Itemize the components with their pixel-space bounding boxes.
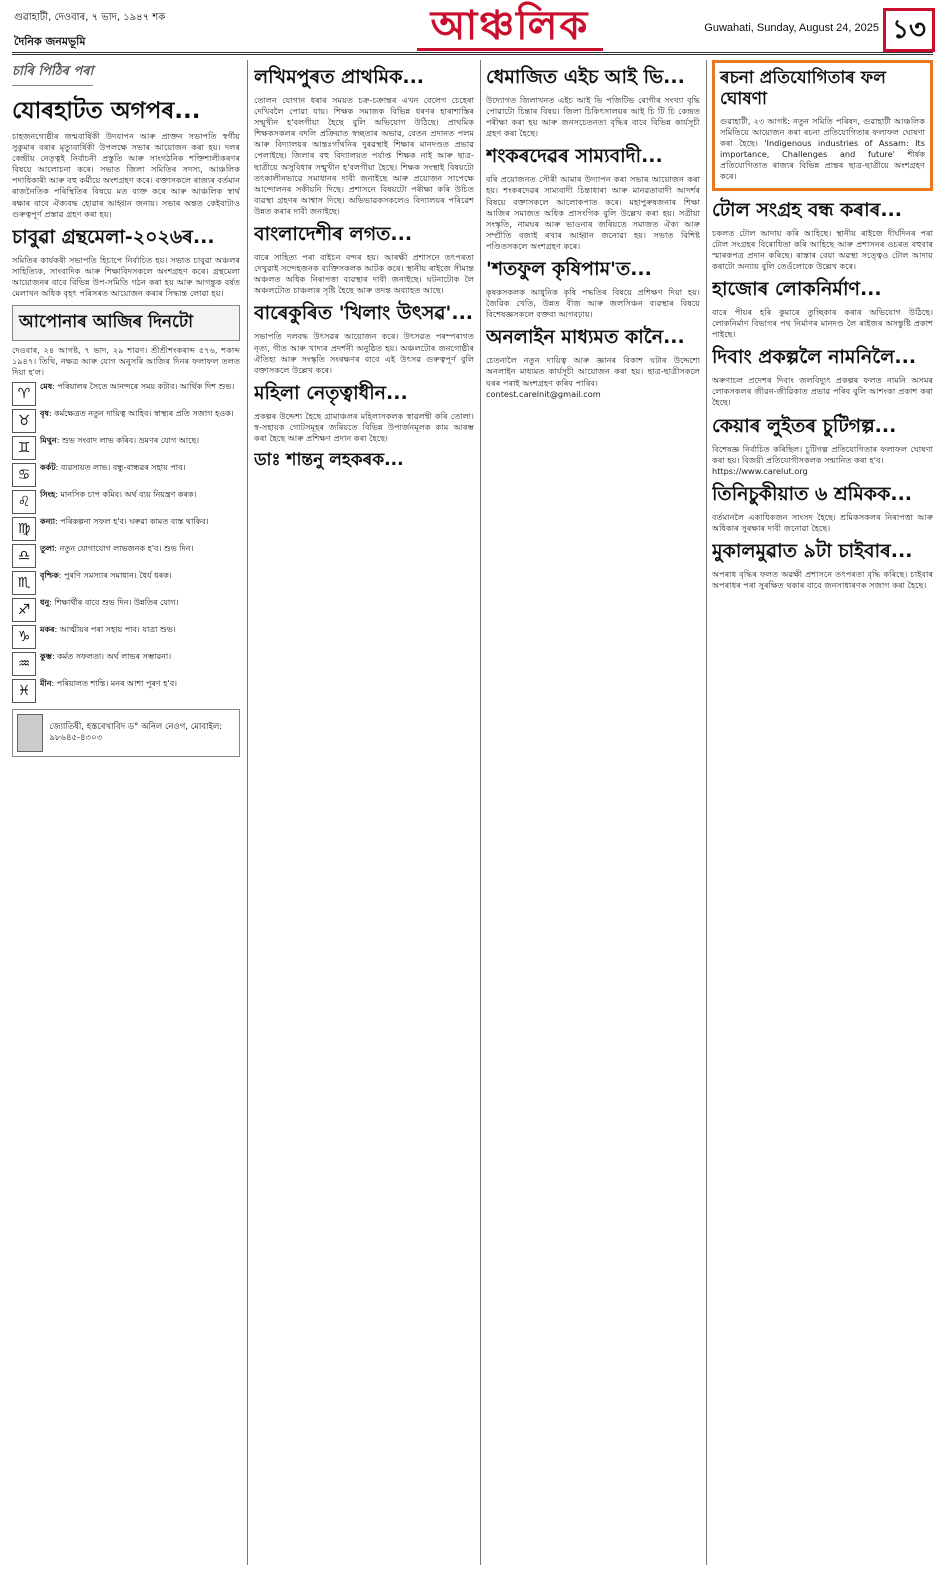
horoscope-box-title: আপোনাৰ আজিৰ দিনটো <box>12 305 240 341</box>
zodiac-icon: ♋ <box>12 463 36 487</box>
essay-result-headline: ৰচনা প্ৰতিযোগিতাৰ ফল ঘোষণা <box>720 68 886 109</box>
horoscope-text: কৰ্কট: ব্যৱসায়ত লাভ। বন্ধু-বান্ধৱৰ সহায় পাব। <box>40 463 186 473</box>
headline-bangladeshi: বাংলাদেশীৰ লগত... <box>254 223 413 246</box>
zodiac-name: কুম্ভ <box>40 652 52 662</box>
column-divider-3 <box>706 60 707 1565</box>
zodiac-reading: পুৰণি সমস্যাৰ সমাধান। ধৈৰ্য ধৰক। <box>63 571 172 581</box>
article-tinsukia: বৰ্তমানলৈ একাধিকজন সাংসদ হৈছে। শ্ৰমিকসকলৰ নিৰাপত্তা আৰু অধিকাৰ সুৰক্ষাৰ দাবী জনোৱা হৈছে। <box>712 511 933 533</box>
zodiac-icon: ♎ <box>12 544 36 568</box>
zodiac-name: মকৰ <box>40 625 55 635</box>
zodiac-reading: কৰ্মত সফলতা। অৰ্থ লাভৰ সম্ভাৱনা। <box>57 652 172 662</box>
article-keyar-luit: বিশেষজ্ঞ নিৰ্বাচিত কৰিছিল। চুটিগল্প প্ৰতিযোগিতাৰ ফলাফল ঘোষণা কৰা হয়। বিজয়ী প্ৰতিযোগীসকলক সন্মানিত কৰা হ'ব। <box>712 443 933 465</box>
newspaper-name: দৈনিক জনমভূমি <box>14 35 86 48</box>
headline-lakhimpur: লখিমপুৰত প্ৰাথমিক... <box>254 66 425 88</box>
article-online-kanai: চেতনালৈ নতুন দায়িত্ব আৰু জ্ঞানৰ বিকাশ ঘটাৰ উদ্দেশ্যে অনলাইন মাধ্যমত কাৰ্যসূচী আয়োজন কৰা হয়। ছাত্ৰ-ছাত্ৰীসকলে ঘৰৰ পৰাই অংশগ্ৰহণ কৰিব পাৰিব। <box>486 355 700 388</box>
zodiac-name: ধনু <box>40 598 50 608</box>
zodiac-name: কৰ্কট <box>40 463 56 473</box>
headline-tinsukia: তিনিচুকীয়াত ৬ শ্ৰমিকক... <box>712 482 913 505</box>
headline-online-kanai: অনলাইন মাধ্যমত কানৈ... <box>486 326 685 349</box>
header-english-date: Guwahati, Sunday, August 24, 2025 <box>704 22 879 34</box>
zodiac-icon: ♌ <box>12 490 36 514</box>
zodiac-icon: ♈ <box>12 382 36 406</box>
horoscope-text: মেষ: পৰিয়ালৰ সৈতে আনন্দৰে সময় কটাব। আৰ্থিক দিশ শুভ। <box>40 382 235 392</box>
headline-chabua: চাবুৱা গ্ৰন্থমেলা-২০২৬ৰ... <box>12 225 215 248</box>
carelut-url: https://www.carelut.org <box>712 465 808 476</box>
zodiac-name: মীন <box>40 679 52 689</box>
horoscope-item <box>12 544 240 568</box>
zodiac-reading: পৰিয়ালত শান্তি। মনৰ আশা পূৰণ হ'ব। <box>56 679 178 689</box>
headline-dr-shantanu: ডাঃ শান্তনু লহকৰক... <box>254 450 404 471</box>
zodiac-name: তুলা <box>40 544 55 554</box>
astrologer-text: জ্যোতিষী, হস্তৰেখাবিদ ড° অনিল নেওগ, মোবাইল: ৯৮৬৪৫-৪৩০৩ <box>49 722 223 744</box>
zodiac-icon: ♓ <box>12 679 36 703</box>
column-2 <box>254 60 474 1565</box>
horoscope-text: তুলা: নতুন যোগাযোগ লাভজনক হ'ব। শুভ দিন। <box>40 544 194 554</box>
zodiac-reading: শিক্ষাৰ্থীৰ বাবে শুভ দিন। উন্নতিৰ যোগ। <box>54 598 179 608</box>
article-women-led: প্ৰকল্পৰ উদ্দেশ্য হৈছে গ্ৰামাঞ্চলৰ মহিলাসকলক স্বাৱলম্বী কৰি তোলা। স্ব-সহায়ক গোটসমূহৰ জৰিয়তে বিভিন্ন উপাৰ্জনমূলক কাম আৰম্ভ কৰা হৈছে আৰু প্ৰশিক্ষণ প্ৰদান কৰা হৈছে। <box>254 410 474 443</box>
article-shatful-krishi: কৃষকসকলক আধুনিক কৃষি পদ্ধতিৰ বিষয়ে প্ৰশিক্ষণ দিয়া হয়। জৈৱিক খেতি, উন্নত বীজ আৰু জলসিঞ্চন ব্যৱস্থাৰ বিষয়ে বিশেষজ্ঞসকলে বক্তব্য আগবঢ়ায়। <box>486 287 700 320</box>
zodiac-icon: ♒ <box>12 652 36 676</box>
headline-sankardev: শংকৰদেৱৰ সাম্যবাদী... <box>486 145 663 168</box>
zodiac-reading: আত্মীয়ৰ পৰা সহায় পাব। যাত্ৰা শুভ। <box>59 625 176 635</box>
zodiac-icon: ♑ <box>12 625 36 649</box>
headline-hajo-pwd: হাজোৰ লোকনিৰ্মাণ... <box>712 277 882 300</box>
zodiac-name: বৃশ্চিক <box>40 571 59 581</box>
column-4 <box>712 60 933 1565</box>
horoscope-text: কুম্ভ: কৰ্মত সফলতা। অৰ্থ লাভৰ সম্ভাৱনা। <box>40 652 172 662</box>
horoscope-text: বৃশ্চিক: পুৰণি সমস্যাৰ সমাধান। ধৈৰ্য ধৰক। <box>40 571 172 581</box>
headline-barekuri: বাৰেকুৰিত 'খিলাং উৎসৱ'... <box>254 302 473 325</box>
headline-dhemaji-hiv: ধেমাজিত এইচ আই ভি... <box>486 66 685 88</box>
article-toll: চকলত টোল আদায় কৰি আহিছে। স্থানীয় ৰাইজে দীৰ্ঘদিনৰ পৰা টোল সংগ্ৰহৰ বিৰোধিতা কৰি আহিছে আৰু প্ৰশাসনৰ ওচৰত বহুবাৰ স্মাৰকপত্ৰ প্ৰদান কৰিছে। ৰাস্তাৰ বেয়া অৱস্থা সত্ত্বেও টোল আদায় কৰাটো অন্যায় বুলি তেওঁলোকে উল্লেখ কৰে। <box>712 227 933 271</box>
horoscope-item <box>12 382 240 406</box>
masthead-title: আঞ্চলিক <box>417 4 604 51</box>
page-number: ১৩ <box>883 8 935 52</box>
zodiac-icon: ♊ <box>12 436 36 460</box>
zodiac-reading: পৰিয়ালৰ সৈতে আনন্দৰে সময় কটাব। আৰ্থিক দিশ শুভ। <box>57 382 235 392</box>
horoscope-intro: দেওবাৰ, ২৪ আগষ্ট, ৭ ভাদ, ২৯ শাৱণ। শ্ৰীশ্ৰীশংকৰাব্দ ৫৭৬, শকাব্দ ১৯৪৭। তিথি, নক্ষত্ৰ আৰু যোগ অনুসৰি আজিৰ দিনৰ ফলাফল তলত দিয়া হ'ল। <box>12 345 240 378</box>
article-lakhimpur: তোলন যোগান ধৰাৰ সময়ত চক্ৰ-চক্ৰান্তৰ এখন বেলেগ চেহেৰা দেখিবলৈ পোৱা যায়। শিক্ষক সমাজক বিভিন্ন ধৰণৰ হাৰাশাস্তিৰ সন্মুখীন হ'বলগীয়া হৈছে বুলি অভিযোগ উঠিছে। প্ৰাথমিক শিক্ষকসকলৰ বদলি প্ৰক্ৰিয়াত স্বচ্ছতাৰ অভাৱ, বেতন প্ৰদানত পলম আৰু বিদ্যালয়ৰ আন্তঃগাঁথনিৰ দুৰৱস্থাই শিক্ষাৰ মানদণ্ডত প্ৰভাৱ পেলাইছে। জিলাৰ বহু বিদ্যালয়ত পৰ্যাপ্ত শিক্ষক নাই আৰু ছাত্ৰ-ছাত্ৰীয়ে অসুবিধাৰ সন্মুখীন হ'বলগীয়া হৈছে। শিক্ষক সংস্থাই বিষয়টো তৎকালীনভাৱে সমাধানৰ দাবী জনাইছে আৰু প্ৰয়োজন সাপেক্ষে আন্দোলনৰ সকীয়নি দিছে। প্ৰশাসনে বিষয়টো পৰীক্ষা কৰি উচিত ব্যৱস্থা গ্ৰহণৰ আশ্বাস দিছে। অভিভাৱকসকলেও বিদ্যালয়ৰ পৰিৱেশ উন্নত কৰাৰ দাবী জনাইছে। <box>254 95 474 216</box>
astrologer-photo <box>17 714 43 752</box>
zodiac-name: কন্যা <box>40 517 56 527</box>
zodiac-icon: ♉ <box>12 409 36 433</box>
headline-shatful-krishi: 'শতফুল কৃষিপাম'ত... <box>486 258 652 281</box>
zodiac-icon: ♏ <box>12 571 36 595</box>
article-dibang: অৰুণাচল প্ৰদেশৰ দিবাং জলবিদ্যুৎ প্ৰকল্পৰ ফলত নামনি অসমৰ লোকসকলৰ জীৱন-জীৱিকাত প্ৰভাৱ পৰিব বুলি আশংকা প্ৰকাশ কৰা হৈছে। <box>712 375 933 408</box>
article-sankardev: বৰি প্ৰয়োজনত সৌৰী আমাৰ উদ্যাপন কৰা সভাৰ আয়োজন কৰা হয়। শংকৰদেৱৰ সাম্যবাদী চিন্তাধাৰা আৰু মানৱতাবাদী আদৰ্শৰ বিষয়ে বক্তাসকলে আলোকপাত কৰে। মহাপুৰুষজনাৰ শিক্ষা আজিৰ সমাজত অধিক প্ৰাসংগিক বুলি উল্লেখ কৰা হয়। সত্ৰীয়া সংস্কৃতি, নামঘৰ আৰু ভাওনাৰ জৰিয়তে সমাজত ঐক্য আৰু সম্প্ৰীতি বজাই ৰখাৰ আহ্বান জনোৱা হয়। সভাত বিশিষ্ট পণ্ডিতসকলে অংশগ্ৰহণ কৰে। <box>486 174 700 251</box>
headline-dibang: দিবাং প্ৰকল্পলৈ নামনিলৈ... <box>712 346 917 369</box>
zodiac-name: মেষ <box>40 382 53 392</box>
headline-toll: টোল সংগ্ৰহ বন্ধ কৰাৰ... <box>712 198 902 221</box>
column-divider-2 <box>480 60 481 1565</box>
section-label: চাৰি পিঠিৰ পৰা <box>12 62 93 86</box>
horoscope-text: সিংহ: মানসিক চাপ কমিব। অৰ্থ ব্যয় নিয়ন্ত্ৰণ কৰক। <box>40 490 197 500</box>
column-1 <box>12 60 240 1565</box>
horoscope-text: মকৰ: আত্মীয়ৰ পৰা সহায় পাব। যাত্ৰা শুভ। <box>40 625 176 635</box>
header-left <box>14 10 165 52</box>
essay-result-box <box>712 60 933 191</box>
contest-email: contest.carelnit@gmail.com <box>486 388 601 399</box>
zodiac-name: বৃষ <box>40 409 49 419</box>
column-3 <box>486 60 700 1565</box>
article-mukalmua: অপৰাধ বৃদ্ধিৰ ফলত অৱক্ষী প্ৰশাসনে তৎপৰতা বৃদ্ধি কৰিছে। চাইবাৰ অপৰাধৰ পৰা সুৰক্ষিত থকাৰ বাবে জনসাধাৰণক সজাগ কৰা হৈছে। <box>712 568 933 591</box>
article-dhemaji-hiv: উদ্যোগত জিলাখনত এইচ আই ভি পজিটিভ ৰোগীৰ সংখ্যা বৃদ্ধি পোৱাটো চিন্তাৰ বিষয়। জিলা চিকিৎসালয়ৰ আই চি টি চি কেন্দ্ৰত পৰীক্ষা কৰা হয় আৰু জনসচেতনতা বৃদ্ধিৰ বাবে বিভিন্ন কাৰ্যসূচী গ্ৰহণ কৰা হৈছে। <box>486 95 700 139</box>
header-rule <box>12 52 933 55</box>
article-jorhat: চাহজনগোষ্ঠীৰ জন্মবাৰ্ষিকী উদযাপন আৰু প্ৰাক্তন সভাপতি স্বৰ্গীয় সুকুমাৰ বৰাৰ মৃত্যুবাৰ্ষিকী উপলক্ষে সভাৰ আয়োজন কৰা হয়। দলৰ কেন্দ্ৰীয় নেতৃত্বই নিৰ্বাচনী প্ৰস্তুতি আৰু সাংগঠনিক শক্তিশালীকৰণৰ বিষয়ে আলোচনা কৰে। সভাত জিলা সমিতিৰ সদস্য, আঞ্চলিক পদাধিকাৰী আৰু বহু কৰ্মীয়ে অংশগ্ৰহণ কৰে। বক্তাসকলে ৰাজ্যৰ বৰ্তমান ৰাজনৈতিক পৰিস্থিতিৰ বিষয়ে মত ব্যক্ত কৰে আৰু আঞ্চলিক স্বাৰ্থ ৰক্ষাৰ বাবে ঐক্যবদ্ধ হোৱাৰ আহ্বান জনায়। সভাৰ অন্তত কেইবাটাও গুৰুত্বপূৰ্ণ প্ৰস্তাৱ গ্ৰহণ কৰা হয়। <box>12 131 240 219</box>
article-chabua: সমিতিৰ কাৰ্যকৰী সভাপতি হিচাপে নিৰ্বাচিত হয়। সভাত চাবুৱা অঞ্চলৰ সাহিত্যিক, সাংবাদিক আৰু শিক্ষাবিদসকলে অংশগ্ৰহণ কৰে। গ্ৰন্থমেলা আয়োজনৰ বাবে বিভিন্ন উপ-সমিতি গঠন কৰা হয় আৰু আগন্তুক বৰ্ষত মেলাখন অধিক বৃহৎ পৰিসৰত আয়োজন কৰাৰ সিদ্ধান্ত লোৱা হয়। <box>12 254 240 299</box>
horoscope-item <box>12 652 240 676</box>
zodiac-reading: নতুন যোগাযোগ লাভজনক হ'ব। শুভ দিন। <box>59 544 194 554</box>
article-hajo-pwd: বাৰে পীয়ৰ হৰি কুমাৰে তুচ্ছিকাৰ কৰাৰ অভিযোগ উঠিছে। লোকনিৰ্মাণ বিভাগৰ পথ নিৰ্মাণৰ মানদণ্ড লৈ ৰাইজৰ অসন্তুষ্টি প্ৰকাশ পাইছে। <box>712 306 933 340</box>
headline-mukalmua: মুকালমুৱাত ৯টা চাইবাৰ... <box>712 539 913 562</box>
zodiac-name: মিথুন <box>40 436 57 446</box>
zodiac-icon: ♍ <box>12 517 36 541</box>
horoscope-list <box>12 382 240 703</box>
headline-women-led: মহিলা নেতৃত্বাধীন... <box>254 381 408 404</box>
article-barekuri: সভাপতি দলবদ্ধ উৎসৱৰ আয়োজন কৰে। উৎসৱত পৰম্পৰাগত নৃত্য, গীত আৰু খাদ্যৰ প্ৰদৰ্শনী অনুষ্ঠিত হয়। অঞ্চলটোৰ জনগোষ্ঠীৰ ঐতিহ্য আৰু সংস্কৃতি সংৰক্ষণৰ বাবে এই উৎসৱ গুৰুত্বপূৰ্ণ বুলি বক্তাসকলে উল্লেখ কৰে। <box>254 331 474 375</box>
astrologer-box <box>12 709 240 757</box>
zodiac-reading: ব্যৱসায়ত লাভ। বন্ধু-বান্ধৱৰ সহায় পাব। <box>60 463 186 473</box>
horoscope-text: মিথুন: শুভ সংবাদ লাভ কৰিব। ভ্ৰমণৰ যোগ আছে। <box>40 436 200 446</box>
horoscope-item <box>12 490 240 514</box>
horoscope-text: কন্যা: পৰিকল্পনা সফল হ'ব। ঘৰুৱা কামত ব্যস্ত থাকিব। <box>40 517 209 527</box>
zodiac-reading: শুভ সংবাদ লাভ কৰিব। ভ্ৰমণৰ যোগ আছে। <box>61 436 200 446</box>
horoscope-text: ধনু: শিক্ষাৰ্থীৰ বাবে শুভ দিন। উন্নতিৰ যোগ। <box>40 598 179 608</box>
horoscope-text: মীন: পৰিয়ালত শান্তি। মনৰ আশা পূৰণ হ'ব। <box>40 679 178 689</box>
header-date-assamese: গুৱাহাটী, দেওবাৰ, ৭ ভাদ, ১৯৪৭ শক <box>14 12 166 23</box>
horoscope-item <box>12 571 240 595</box>
zodiac-reading: মানসিক চাপ কমিব। অৰ্থ ব্যয় নিয়ন্ত্ৰণ কৰক। <box>60 490 197 500</box>
zodiac-reading: কৰ্মক্ষেত্ৰত নতুন দায়িত্ব আহিব। স্বাস্থ্যৰ প্ৰতি সজাগ হওক। <box>54 409 234 419</box>
article-bangladeshi: বাৰে সাহিত্য পৰা বাইচন বন্দৰ হয়। আৰক্ষী প্ৰশাসনে তৎপৰতা দেখুৱাই সন্দেহজনক ব্যক্তিসকলক আটক কৰে। স্থানীয় ৰাইজে সীমান্ত অঞ্চলত অধিক নিৰাপত্তা ব্যৱস্থাৰ দাবী জনাইছে। ঘটনাটোক লৈ অঞ্চলটোত চাঞ্চল্যৰ সৃষ্টি হৈছে আৰু তদন্ত অব্যাহত আছে। <box>254 252 474 296</box>
zodiac-icon: ♐ <box>12 598 36 622</box>
column-divider-1 <box>247 60 248 1565</box>
essay-result-text: গুৱাহাটী, ২৩ আগষ্ট: নতুন সমিতি পৰিষদ, গুৱাহাটী আঞ্চলিক সমিতিয়ে আয়োজন কৰা ৰচনা প্ৰতিযোগিতাৰ ফলাফল ঘোষণা কৰা হৈছে। 'Indigenous industries of Assam: Its importance, Challenges and future' শীৰ্ষক প্ৰতিযোগিতাত ৰাজ্যৰ বিভিন্ন প্ৰান্তৰ ছাত্ৰ-ছাত্ৰীয়ে অংশগ্ৰহণ কৰে। <box>720 116 925 182</box>
horoscope-item <box>12 679 240 703</box>
horoscope-text: বৃষ: কৰ্মক্ষেত্ৰত নতুন দায়িত্ব আহিব। স্বাস্থ্যৰ প্ৰতি সজাগ হওক। <box>40 409 234 419</box>
masthead <box>300 4 720 51</box>
horoscope-item <box>12 517 240 541</box>
horoscope-item <box>12 463 240 487</box>
horoscope-item <box>12 436 240 460</box>
headline-keyar-luit: কেয়াৰ লুইতৰ চুটিগল্প... <box>712 414 897 437</box>
zodiac-reading: পৰিকল্পনা সফল হ'ব। ঘৰুৱা কামত ব্যস্ত থাকিব। <box>60 517 209 527</box>
horoscope-item <box>12 598 240 622</box>
horoscope-item <box>12 409 240 433</box>
headline-jorhat: যোৰহাটত অগপৰ... <box>12 98 201 124</box>
zodiac-name: সিংহ <box>40 490 56 500</box>
horoscope-item <box>12 625 240 649</box>
